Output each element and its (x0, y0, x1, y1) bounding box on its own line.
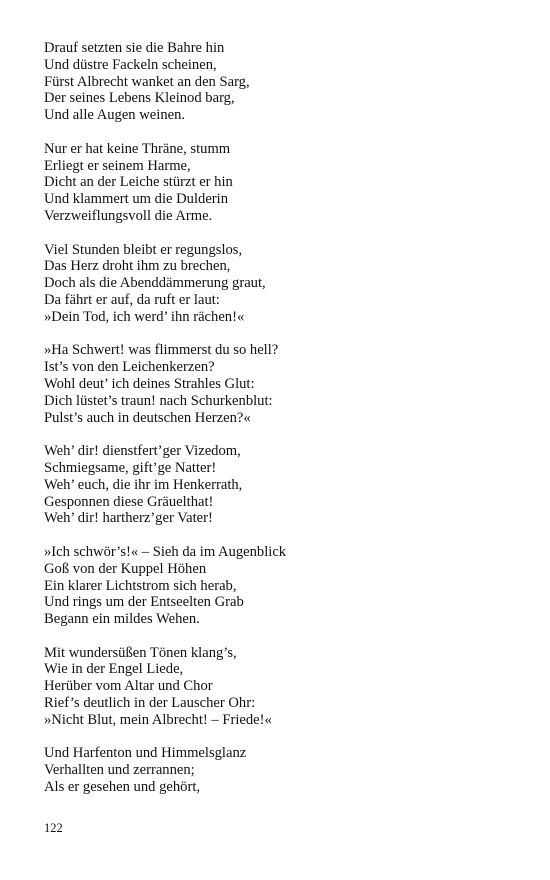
verse-line: Drauf setzten sie die Bahre hin (44, 40, 225, 56)
poem-page (44, 40, 524, 813)
verse-line: Doch als die Abenddämmerung graut, (44, 275, 266, 292)
verse-line: Weh’ dir! dienstfert’ger Vizedom, (44, 443, 241, 460)
page-number: 122 (44, 821, 63, 835)
verse-line: Verhallten und zerrannen; (44, 762, 195, 779)
stanza-7 (44, 645, 524, 729)
verse-line: Wie in der Engel Liede, (44, 661, 184, 678)
stanza-2 (44, 141, 524, 225)
verse-line: Erliegt er seinem Harme, (44, 157, 191, 174)
verse-line: Mit wundersüßen Tönen klang’s, (44, 644, 237, 661)
verse-line: Rief’s deutlich in der Lauscher Ohr: (44, 695, 256, 712)
verse-line: Verzweiflungsvoll die Arme. (44, 207, 213, 224)
verse-line: Und Harfenton und Himmelsglanz (44, 745, 247, 762)
verse-line: Der seines Lebens Kleinod barg, (44, 90, 235, 107)
stanza-1 (44, 40, 524, 124)
verse-line: Wohl deut’ ich deines Strahles Glut: (44, 375, 255, 392)
verse-line: Ein klarer Lichtstrom sich herab, (44, 577, 237, 594)
verse-line: Und rings um der Entseelten Grab (44, 594, 244, 611)
stanza-3 (44, 242, 524, 326)
verse-line: Und alle Augen weinen. (44, 107, 186, 124)
verse-line: Weh’ euch, die ihr im Henkerrath, (44, 476, 243, 493)
stanza-6 (44, 544, 524, 628)
stanza-4 (44, 342, 524, 426)
verse-line: Weh’ dir! hartherz’ger Vater! (44, 510, 213, 527)
verse-line: Nur er hat keine Thräne, stumm (44, 140, 231, 157)
verse-line: Dich lüstet’s traun! nach Schurkenblut: (44, 392, 273, 409)
verse-line: Da fährt er auf, da ruft er laut: (44, 291, 220, 308)
verse-line: Dicht an der Leiche stürzt er hin (44, 174, 233, 191)
verse-line: »Ich schwör’s!« – Sieh da im Augenblick (44, 543, 287, 560)
verse-line: Pulst’s auch in deutschen Herzen?« (44, 409, 251, 426)
verse-line: Begann ein mildes Wehen. (44, 611, 200, 628)
verse-line: Schmiegsame, gift’ge Natter! (44, 459, 217, 476)
stanza-5 (44, 443, 524, 527)
verse-line: »Dein Tod, ich werd’ ihn rächen!« (44, 308, 245, 325)
verse-line: Und klammert um die Dulderin (44, 191, 229, 208)
verse-line: Herüber vom Altar und Chor (44, 678, 213, 695)
verse-line: Ist’s von den Leichenkerzen? (44, 359, 215, 376)
verse-line: Das Herz droht ihm zu brechen, (44, 258, 231, 275)
verse-line: »Nicht Blut, mein Albrecht! – Friede!« (44, 711, 272, 728)
verse-line: Fürst Albrecht wanket an den Sarg, (44, 73, 250, 90)
verse-line: Viel Stunden bleibt er regungslos, (44, 241, 243, 258)
verse-line: Und düstre Fackeln scheinen, (44, 56, 217, 73)
verse-line: Gesponnen diese Gräuelthat! (44, 493, 214, 510)
verse-line: Als er gesehen und gehört, (44, 779, 201, 796)
stanza-8 (44, 745, 524, 795)
verse-line: »Ha Schwert! was flimmerst du so hell? (44, 342, 279, 359)
verse-line: Goß von der Kuppel Höhen (44, 560, 207, 577)
